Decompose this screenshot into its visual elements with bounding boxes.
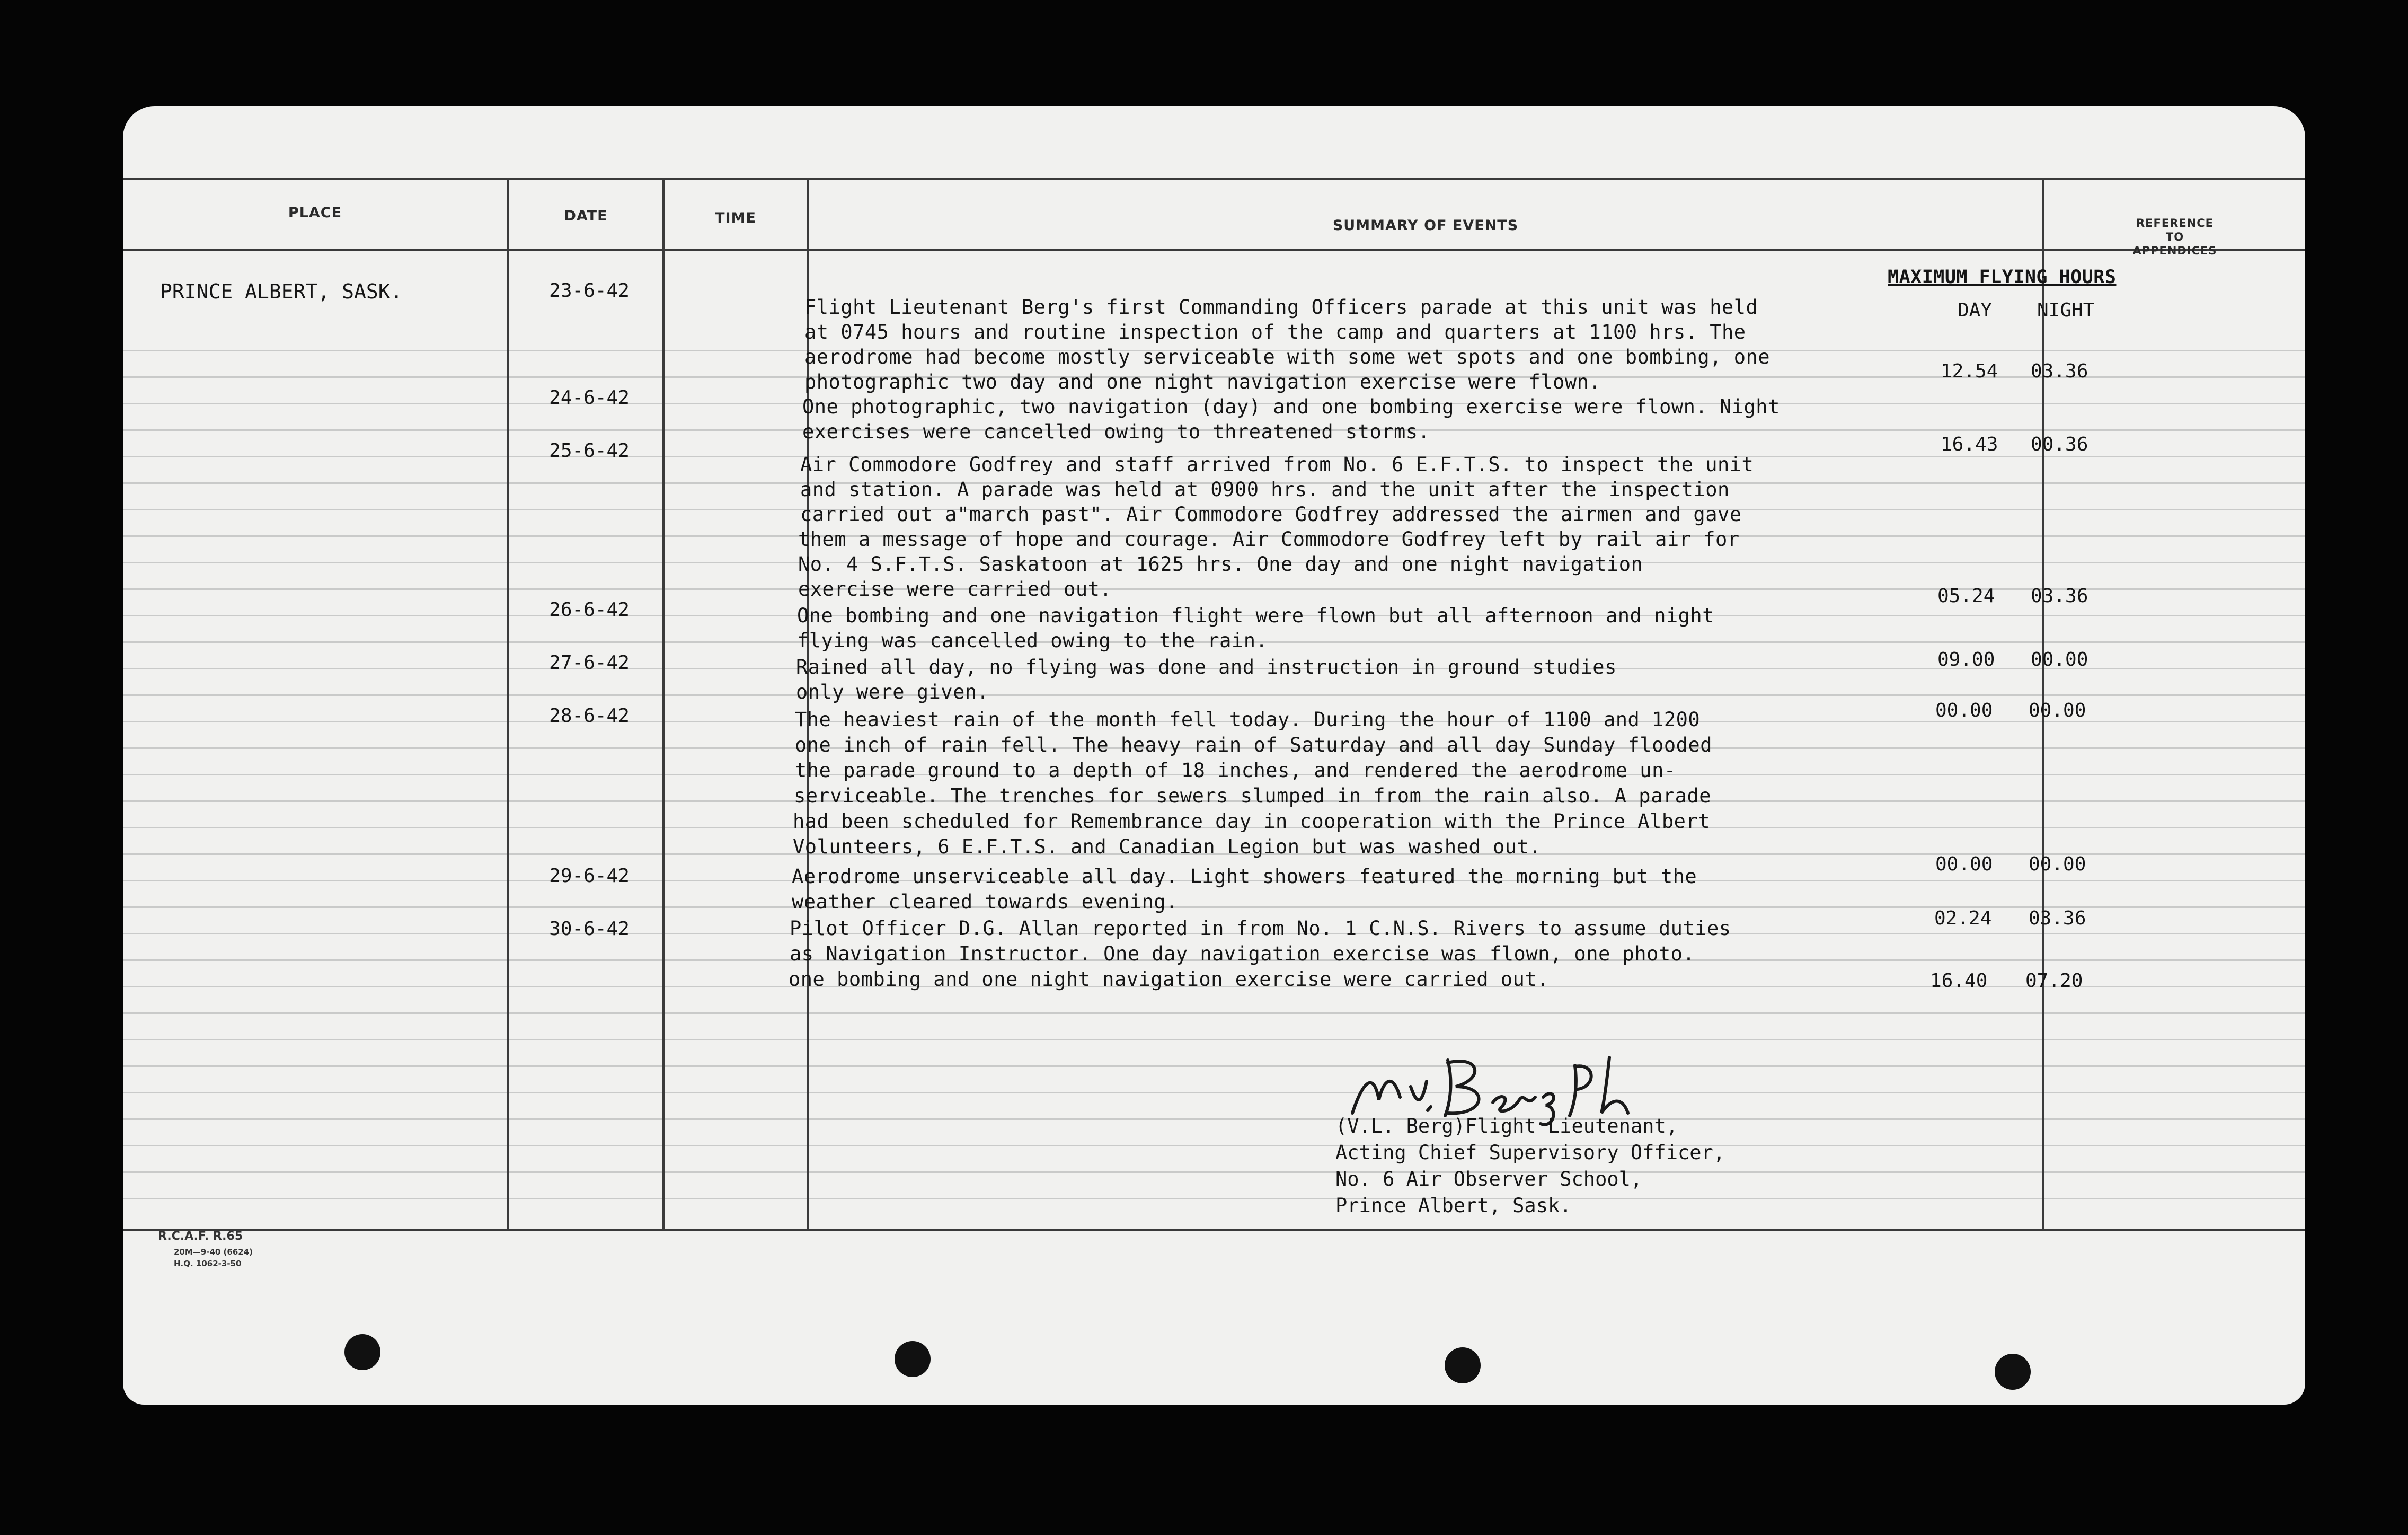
record-card <box>123 106 2305 1405</box>
summary-line: Volunteers, 6 E.F.T.S. and Canadian Legion but was washed out. <box>793 835 1542 858</box>
header-top-rule <box>123 178 2305 180</box>
punch-hole <box>1445 1347 1481 1383</box>
night-hours: 03.36 <box>2031 585 2088 607</box>
summary-line: No. 4 S.F.T.S. Saskatoon at 1625 hrs. One day and one night navigation <box>798 553 1643 576</box>
punch-hole <box>1995 1354 2031 1390</box>
date-entry: 25-6-42 <box>549 440 630 462</box>
night-hours: 00.00 <box>2029 853 2086 875</box>
day-hours: 16.43 <box>1941 434 1998 455</box>
punch-hole <box>344 1334 380 1370</box>
divider-date-time <box>662 178 665 1230</box>
summary-line: only were given. <box>796 681 989 703</box>
punch-hole <box>895 1341 931 1377</box>
summary-line: one bombing and one night navigation exercise were carried out. <box>789 968 1549 991</box>
night-hours: 00.00 <box>2029 700 2086 721</box>
header-reference-line: REFERENCE <box>2136 217 2214 230</box>
summary-line: aerodrome had become mostly serviceable with some wet spots and one bombing, one <box>804 346 1770 368</box>
summary-line: and station. A parade was held at 0900 hrs. and the unit after the inspection <box>800 478 1730 501</box>
summary-line: flying was cancelled owing to the rain. <box>797 629 1268 652</box>
table-bottom-rule <box>123 1229 2305 1231</box>
date-entry: 26-6-42 <box>549 599 630 621</box>
form-number: R.C.A.F. R.65 <box>158 1230 243 1243</box>
night-hours: 00.36 <box>2031 434 2088 455</box>
summary-line: serviceable. The trenches for sewers slumped in from the rain also. A parade <box>794 784 1711 807</box>
night-column-label: NIGHT <box>2037 299 2095 321</box>
day-hours: 02.24 <box>1934 907 1992 929</box>
day-hours: 09.00 <box>1937 649 1995 671</box>
summary-line: carried out a"march past". Air Commodore Godfrey addressed the airmen and gave <box>800 503 1742 526</box>
summary-line: One photographic, two navigation (day) and one bombing exercise were flown. Night <box>802 395 1780 418</box>
night-hours: 03.36 <box>2029 907 2086 929</box>
summary-line: The heaviest rain of the month fell today. During the hour of 1100 and 1200 <box>795 708 1701 731</box>
day-hours: 16.40 <box>1930 970 1988 992</box>
day-hours: 00.00 <box>1935 853 1993 875</box>
summary-line: One bombing and one navigation flight were flown but all afternoon and night <box>797 604 1714 627</box>
summary-line: had been scheduled for Remembrance day in cooperation with the Prince Albert <box>793 810 1710 833</box>
divider-place-date <box>507 178 509 1230</box>
date-entry: 30-6-42 <box>549 918 630 940</box>
day-hours: 00.00 <box>1935 700 1993 721</box>
summary-line: Rained all day, no flying was done and instruction in ground studies <box>796 656 1617 678</box>
signature-line: No. 6 Air Observer School, <box>1335 1168 1643 1190</box>
form-hq-ref: H.Q. 1062-3-50 <box>174 1259 242 1268</box>
date-entry: 29-6-42 <box>549 865 630 887</box>
day-hours: 05.24 <box>1937 585 1995 607</box>
summary-line: photographic two day and one night navigation exercise were flown. <box>804 370 1601 393</box>
form-code <box>158 1230 253 1269</box>
header-reference-line: TO <box>2165 231 2184 243</box>
form-print-run: 20M—9-40 (6624) <box>174 1247 253 1257</box>
summary-line: exercise were carried out. <box>798 578 1112 601</box>
summary-line: Aerodrome unserviceable all day. Light showers featured the morning but the <box>792 865 1697 888</box>
night-hours: 07.20 <box>2025 970 2083 992</box>
night-hours: 00.00 <box>2031 649 2088 671</box>
signature-line: Acting Chief Supervisory Officer, <box>1335 1141 1725 1164</box>
day-hours: 12.54 <box>1941 360 1998 382</box>
summary-line: exercises were cancelled owing to threatened storms. <box>802 420 1430 443</box>
header-time: TIME <box>715 210 756 226</box>
summary-line: the parade ground to a depth of 18 inches, and rendered the aerodrome un- <box>795 759 1676 782</box>
summary-line: weather cleared towards evening. <box>792 890 1178 913</box>
header-date: DATE <box>564 208 608 224</box>
summary-line: them a message of hope and courage. Air Commodore Godfrey left by rail air for <box>798 528 1740 551</box>
signature-block <box>1335 1113 1725 1219</box>
header-summary: SUMMARY OF EVENTS <box>1332 217 1519 234</box>
summary-line: Pilot Officer D.G. Allan reported in from No. 1 C.N.S. Rivers to assume duties <box>790 917 1731 940</box>
date-entry: 28-6-42 <box>549 705 630 727</box>
place-entry: PRINCE ALBERT, SASK. <box>160 280 403 303</box>
date-entry: 27-6-42 <box>549 652 630 674</box>
date-entry: 24-6-42 <box>549 387 630 409</box>
summary-line: Flight Lieutenant Berg's first Commanding Officers parade at this unit was held <box>804 296 1758 319</box>
header-bottom-rule <box>123 249 2305 251</box>
summary-line: at 0745 hours and routine inspection of the camp and quarters at 1100 hrs. The <box>804 321 1746 343</box>
header-reference <box>2044 216 2305 258</box>
header-reference-line: APPENDICES <box>2132 244 2217 257</box>
summary-line: Air Commodore Godfrey and staff arrived from No. 6 E.F.T.S. to inspect the unit <box>800 453 1754 476</box>
signature-line: Prince Albert, Sask. <box>1335 1194 1572 1217</box>
summary-line: as Navigation Instructor. One day navigation exercise was flown, one photo. <box>790 942 1695 965</box>
signature-line: (V.L. Berg)Flight Lieutenant, <box>1335 1115 1678 1137</box>
day-column-label: DAY <box>1958 299 1993 321</box>
summary-line: one inch of rain fell. The heavy rain of Saturday and all day Sunday flooded <box>795 734 1712 756</box>
header-place: PLACE <box>288 205 342 221</box>
max-flying-hours-title: MAXIMUM FLYING HOURS <box>1888 267 2117 288</box>
date-entry: 23-6-42 <box>549 280 630 302</box>
night-hours: 03.36 <box>2031 360 2088 382</box>
